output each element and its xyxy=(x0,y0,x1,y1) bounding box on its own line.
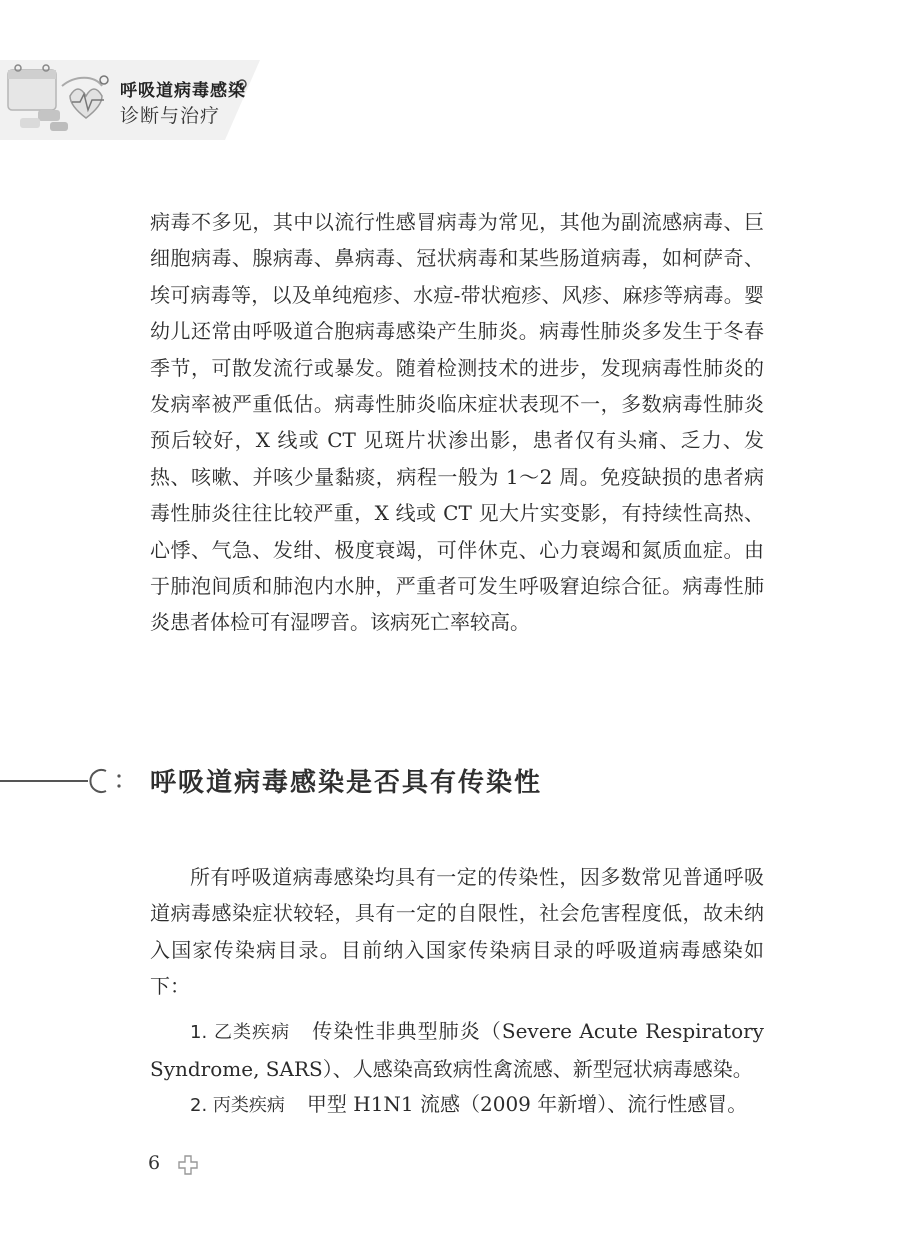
medical-cross-icon xyxy=(178,1155,198,1175)
section-bracket-icon xyxy=(90,770,106,792)
section-rule xyxy=(0,765,140,797)
list-item-label: 2. 丙类疾病 xyxy=(190,1095,285,1116)
section-title: 呼吸道病毒感染是否具有传染性 xyxy=(150,768,543,798)
running-header xyxy=(0,0,300,150)
pill-icon xyxy=(38,110,60,121)
body-paragraph-1: 病毒不多见，其中以流行性感冒病毒为常见，其他为副流感病毒、巨细胞病毒、腺病毒、鼻病毒、冠状病毒和某些肠道病毒，如柯萨奇、埃可病毒等，以及单纯疱疹、水痘-带状疱疹、风疹、麻疹等病毒。婴幼儿还常由呼吸道合胞病毒感染产生肺炎。病毒性肺炎多发生于冬春季节，可散发流行或暴发。随着检测技术的进步，发现病毒性肺炎的发病率被严重低估。病毒性肺炎临床症状表现不一，多数病毒性肺炎预后较好，X 线或 CT 见斑片状渗出影，患者仅有头痛、乏力、发热、咳嗽、并咳少量黏痰，病程一般为 1～2 周。免疫缺损的患者病毒性肺炎往往比较严重，X 线或 CT 见大片实变影，有持续性高热、心悸、气急、发绀、极度衰竭，可伴休克、心力衰竭和氮质血症。由于肺泡间质和肺泡内水肿，严重者可发生呼吸窘迫综合征。病毒性肺炎患者体检可有湿啰音。该病死亡率较高。 xyxy=(150,210,764,635)
list-item xyxy=(150,1086,764,1124)
list-item xyxy=(150,1013,764,1088)
page-number: 6 xyxy=(148,1152,161,1174)
list-item-label: 1. 乙类疾病 xyxy=(190,1022,291,1043)
book-title: 呼吸道病毒感染 xyxy=(120,81,246,101)
body-paragraph-2: 所有呼吸道病毒感染均具有一定的传染性，因多数常见普通呼吸道病毒感染症状较轻，具有一定的自限性，社会危害程度低，故未纳入国家传染病目录。目前纳入国家传染病目录的呼吸道病毒感染如下： xyxy=(150,865,764,999)
list-item-text: 传染性非典型肺炎（Severe Acute Respiratory Syndrome, SARS）、人感染高致病性禽流感、新型冠状病毒感染。 xyxy=(150,1019,764,1082)
book-subtitle: 诊断与治疗 xyxy=(120,105,221,127)
list-item-text: 甲型 H1N1 流感（2009 年新增）、流行性感冒。 xyxy=(306,1092,748,1116)
